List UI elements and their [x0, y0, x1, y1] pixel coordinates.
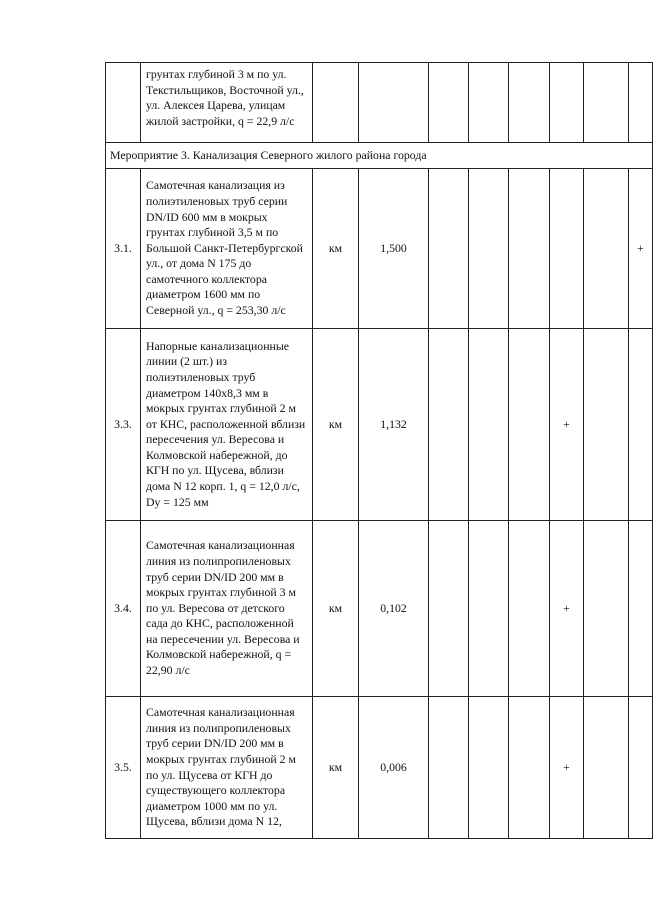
section-row — [106, 143, 653, 169]
table-row — [106, 697, 653, 839]
quantity-cell: 0,006 — [359, 697, 429, 839]
row-number-cell: 3.1. — [106, 169, 141, 329]
period-mark-cell — [509, 169, 550, 329]
period-mark-cell — [469, 697, 509, 839]
description-cell: грунтах глубиной 3 м по ул. Текстильщиков, Восточной ул., ул. Алексея Царева, улицам жилой застройки, q = 22,9 л/с — [141, 63, 313, 143]
period-mark-cell — [429, 329, 469, 521]
period-mark-cell — [584, 521, 629, 697]
period-mark-cell — [509, 521, 550, 697]
table-row — [106, 169, 653, 329]
section-heading: Мероприятие 3. Канализация Северного жилого района города — [106, 143, 653, 169]
period-mark-cell — [429, 697, 469, 839]
period-mark-cell — [429, 169, 469, 329]
period-mark-cell — [584, 329, 629, 521]
measures-table — [105, 62, 653, 839]
quantity-cell: 1,500 — [359, 169, 429, 329]
period-mark-cell — [550, 63, 584, 143]
period-mark-cell — [629, 521, 653, 697]
quantity-cell — [359, 63, 429, 143]
period-mark-cell — [629, 697, 653, 839]
period-mark-cell — [509, 329, 550, 521]
quantity-cell: 0,102 — [359, 521, 429, 697]
period-mark-cell — [469, 169, 509, 329]
description-cell: Напорные канализационные линии (2 шт.) из полиэтиленовых труб диаметром 140х8,3 мм в мокрых грунтах глубиной 2 м от КНС, расположенной вблизи пересечения ул. Вересова и Колмовской набережной, до КГН по ул. Щусева, вблизи дома N 12 корп. 1, q = 12,0 л/с, Dy = 125 мм — [141, 329, 313, 521]
table-row — [106, 63, 653, 143]
row-number-cell — [106, 63, 141, 143]
row-number-cell: 3.4. — [106, 521, 141, 697]
period-mark-cell — [584, 169, 629, 329]
period-mark-cell — [469, 329, 509, 521]
table-row — [106, 521, 653, 697]
period-mark-cell: + — [550, 697, 584, 839]
period-mark-cell — [469, 521, 509, 697]
period-mark-cell — [629, 329, 653, 521]
unit-cell: км — [313, 697, 359, 839]
description-cell: Самотечная канализационная линия из полипропиленовых труб серии DN/ID 200 мм в мокрых грунтах глубиной 2 м по ул. Щусева от КГН до существующего коллектора диаметром 1000 мм по ул. Щусева, вблизи дома N 12, — [141, 697, 313, 839]
period-mark-cell — [584, 63, 629, 143]
unit-cell — [313, 63, 359, 143]
period-mark-cell — [509, 697, 550, 839]
period-mark-cell — [584, 697, 629, 839]
unit-cell: км — [313, 169, 359, 329]
period-mark-cell: + — [550, 329, 584, 521]
table-body — [106, 63, 653, 839]
quantity-cell: 1,132 — [359, 329, 429, 521]
period-mark-cell — [629, 63, 653, 143]
row-number-cell: 3.3. — [106, 329, 141, 521]
period-mark-cell — [469, 63, 509, 143]
table-row — [106, 329, 653, 521]
period-mark-cell — [550, 169, 584, 329]
period-mark-cell — [509, 63, 550, 143]
description-cell: Самотечная канализация из полиэтиленовых труб серии DN/ID 600 мм в мокрых грунтах глубиной 3,5 м по Большой Санкт-Петербургской ул., от дома N 175 до самотечного коллектора диаметром 1600 мм по Северной ул., q = 253,30 л/с — [141, 169, 313, 329]
unit-cell: км — [313, 521, 359, 697]
period-mark-cell — [429, 63, 469, 143]
period-mark-cell: + — [550, 521, 584, 697]
period-mark-cell: + — [629, 169, 653, 329]
row-number-cell: 3.5. — [106, 697, 141, 839]
description-cell: Самотечная канализационная линия из полипропиленовых труб серии DN/ID 200 мм в мокрых грунтах глубиной 3 м по ул. Вересова от детского сада до КНС, расположенной на пересечении ул. Вересова и Колмовской набережной, q = 22,90 л/с — [141, 521, 313, 697]
unit-cell: км — [313, 329, 359, 521]
period-mark-cell — [429, 521, 469, 697]
